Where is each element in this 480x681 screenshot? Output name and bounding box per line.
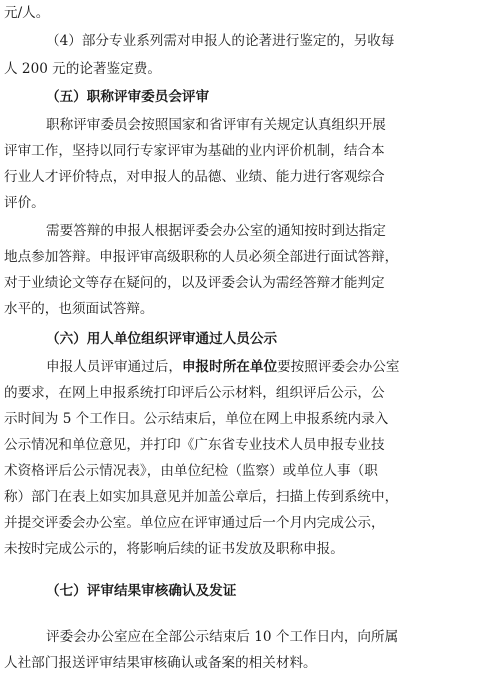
- text-line: 地点参加答辩。申报评审高级职称的人员必须全部进行面试答辩，: [4, 249, 399, 265]
- text-line: 需要答辩的申报人根据评委会办公室的通知按时到达指定: [46, 223, 386, 239]
- section-heading-5: （五）职称评审委员会评审: [46, 89, 210, 105]
- text-line: 并提交评委会办公室。单位应在评审通过后一个月内完成公示，: [4, 515, 385, 531]
- text-line: 公示情况和单位意见，并打印《广东省专业技术人员申报专业技: [4, 437, 385, 453]
- text-line: 的要求，在网上申报系统打印评后公示材料，组织评后公示，公: [4, 385, 385, 401]
- text-line: 水平的，也须面试答辩。: [4, 301, 154, 317]
- text-line: 人社部门报送评审结果审核确认或备案的相关材料。: [4, 655, 317, 671]
- text-line: 术资格评后公示情况表》，由单位纪检（监察）或单位人事（职: [4, 463, 378, 479]
- text-line: 未按时完成公示的，将影响后续的证书发放及职称申报。: [4, 541, 344, 557]
- text-line: 称）部门在表上如实加具意见并加盖公章后，扫描上传到系统中，: [4, 489, 399, 505]
- text-line: 评委会办公室应在全部公示结束后 10 个工作日内，向所属: [46, 629, 399, 645]
- text-segment: 申报人员评审通过后，: [46, 359, 182, 375]
- text-line: 行业人才评价特点，对申报人的品德、业绩、能力进行客观综合: [4, 169, 385, 185]
- text-line: [46, 354, 399, 380]
- text-segment: 要按照评委会办公室: [277, 359, 400, 375]
- section-heading-6: （六）用人单位组织评审通过人员公示: [46, 331, 278, 347]
- text-line: 评价。: [4, 195, 45, 211]
- text-line: 对于业绩论文等存在疑问的，以及评委会认为需经答辩才能判定: [4, 275, 385, 291]
- text-line: 元/人。: [4, 5, 50, 21]
- emphasized-text: 申报时所在单位: [181, 359, 278, 375]
- text-line: 人 200 元的论著鉴定费。: [4, 61, 161, 77]
- text-line: 职称评审委员会按照国家和省评审有关规定认真组织开展: [46, 117, 386, 133]
- text-line: 示时间为 5 个工作日。公示结束后，单位在网上申报系统内录入: [4, 411, 389, 427]
- section-heading-7: （七）评审结果审核确认及发证: [46, 583, 237, 599]
- text-line: （4）部分专业系列需对申报人的论著进行鉴定的，另收每: [46, 33, 395, 49]
- text-line: 评审工作，坚持以同行专家评审为基础的业内评价机制，结合本: [4, 143, 385, 159]
